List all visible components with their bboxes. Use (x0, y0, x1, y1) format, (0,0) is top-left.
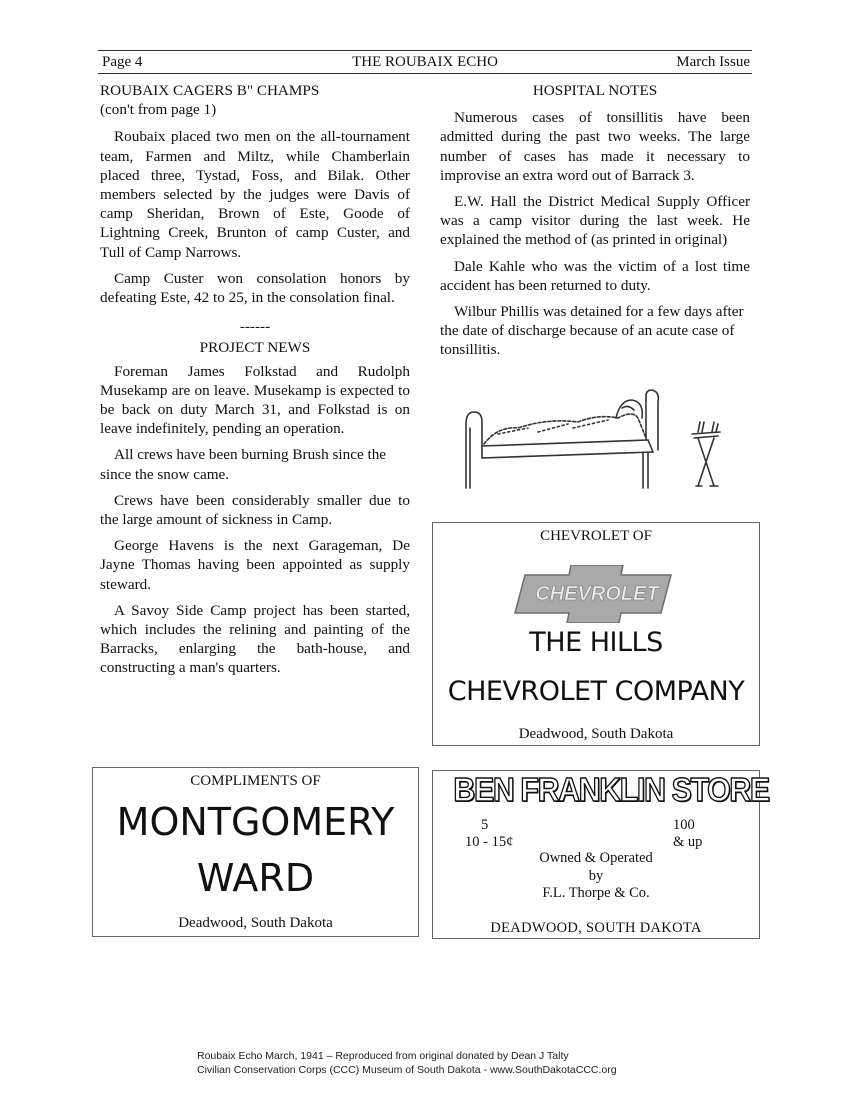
ad-chevrolet-location: Deadwood, South Dakota (518, 726, 674, 742)
ad-ward-line1: MONTGOMERY (116, 800, 395, 844)
ad-ben-owned: Owned & Operated (539, 850, 653, 866)
ad-ben-price-range: 10 - 15¢ (465, 834, 514, 850)
montgomery-ward-advertisement (92, 767, 419, 937)
section-divider: ------ (239, 318, 271, 336)
page-number: Page 4 (102, 54, 143, 70)
paragraph: George Havens is the next Garageman, De Jayne Thomas having been appointed as supply steward. (100, 537, 410, 593)
ad-ward-location: Deadwood, South Dakota (178, 915, 333, 931)
chevrolet-advertisement (432, 522, 760, 746)
footer-line-1: Roubaix Echo March, 1941 – Reproduced from original donated by Dean J Talty (197, 1050, 569, 1062)
ad-ben-and-up: & up (673, 834, 703, 850)
chevrolet-logo-text: CHEVROLET (535, 583, 659, 605)
paragraph: Camp Custer won consolation honors by defeating Este, 42 to 25, in the consolation final. (100, 269, 410, 307)
newspaper-title: THE ROUBAIX ECHO (352, 54, 498, 70)
paragraph: Wilbur Phillis was detained for a few days after the date of discharge because of an acute case of tonsillitis. (440, 303, 744, 359)
left-column (100, 81, 410, 685)
page-footer (197, 1049, 617, 1077)
ad-ben-hundred: 100 (673, 817, 695, 833)
ad-ben-owner: F.L. Thorpe & Co. (542, 885, 650, 901)
paragraph: Foreman James Folkstad and Rudolph Musekamp are on leave. Musekamp is expected to be back on duty March 31, and Folkstad is on leave indefinitely, pending an operation. (100, 362, 410, 438)
article-title-hospital-notes: HOSPITAL NOTES (532, 82, 658, 99)
ben-franklin-advertisement (432, 770, 769, 939)
paragraph: Dale Kahle who was the victim of a lost time accident has been returned to duty. (440, 257, 750, 294)
article-continuation-note: (con't from page 1) (100, 101, 217, 119)
paragraph: Numerous cases of tonsillitis have been admitted during the past two weeks. The large number of cases has made it necessary to improvise an extra word out of Barrack 3. (440, 109, 750, 184)
paragraph: E.W. Hall the District Medical Supply Officer was a camp visitor during the last week. He explained the method of (as printed in original) (440, 193, 750, 249)
paragraph: All crews have been burning Brush since the since the snow came. (100, 446, 387, 483)
paragraph: A Savoy Side Camp project has been started, which includes the relining and painting of the Barracks, enlarging the bath-house, and constructing a man's quarters. (100, 601, 410, 677)
ad-chevrolet-top: CHEVROLET OF (540, 528, 652, 544)
patient-in-bed-illustration (458, 388, 738, 493)
ad-chevrolet-line2: CHEVROLET COMPANY (447, 676, 745, 707)
paragraph: Roubaix placed two men on the all-tournament team, Farmen and Miltz, while Chamberlain placed three, Tystad, Foss, and Bilak. Other members selected by the judges were Davis of camp Sheridan, Brown of Este, Goode of Lightning Creek, Brunton of camp Custer, and Tull of Camp Narrows. (100, 128, 410, 261)
article-title-cagers: ROUBAIX CAGERS B" CHAMPS (100, 82, 320, 99)
page-header (98, 50, 752, 74)
ad-ben-title: BEN FRANKLIN STORE (453, 771, 769, 808)
issue-label: March Issue (676, 54, 750, 70)
ad-ben-five: 5 (481, 817, 489, 833)
paragraph: Crews have been considerably smaller due to the large amount of sickness in Camp. (100, 491, 410, 529)
ad-ben-by: by (588, 868, 604, 884)
ad-chevrolet-line1: THE HILLS (529, 627, 663, 658)
chevrolet-bowtie-logo (511, 565, 683, 623)
ad-ward-line2: WARD (196, 856, 315, 900)
article-title-project-news: PROJECT NEWS (199, 339, 311, 357)
ad-ward-top: COMPLIMENTS OF (190, 773, 321, 789)
ad-ben-location: DEADWOOD, SOUTH DAKOTA (490, 920, 702, 936)
right-column (440, 81, 750, 367)
footer-line-2: Civilian Conservation Corps (CCC) Museum of South Dakota - www.SouthDakotaCCC.org (197, 1064, 617, 1076)
